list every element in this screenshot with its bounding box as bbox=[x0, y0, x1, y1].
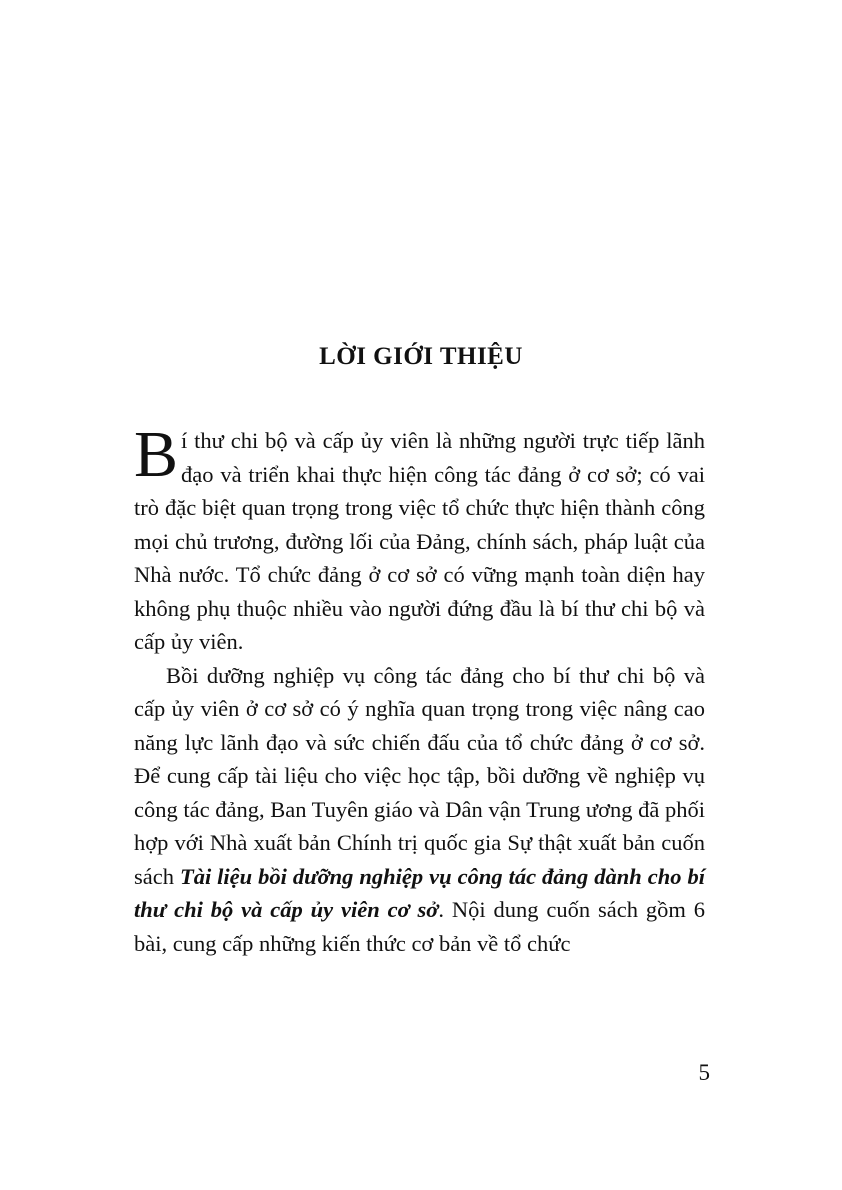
page-title: LỜI GIỚI THIỆU bbox=[319, 342, 523, 370]
body-text bbox=[134, 418, 705, 960]
drop-cap: B bbox=[134, 418, 179, 491]
second-paragraph-text-after: . Nội dung cuốn sách gồm 6 bài, cung cấp những kiến thức cơ bản về tổ chức bbox=[134, 897, 705, 956]
second-paragraph-text-before: Bồi dưỡng nghiệp vụ công tác đảng cho bí thư chi bộ và cấp ủy viên ở cơ sở có ý nghĩa quan trọng trong việc nâng cao năng lực lãnh đạo và sức chiến đấu của tổ chức đảng ở cơ sở. Để cung cấp tài liệu cho việc học tập, bồi dưỡng về nghiệp vụ công tác đảng, Ban Tuyên giáo và Dân vận Trung ương đã phối hợp với Nhà xuất bản Chính trị quốc gia Sự thật xuất bản cuốn sách bbox=[134, 662, 705, 889]
book-title: Tài liệu bồi dưỡng nghiệp vụ công tác đảng dành cho bí thư chi bộ và cấp ủy viên cơ sở bbox=[134, 863, 705, 922]
page-number: 5 bbox=[698, 1060, 710, 1085]
intro-paragraph-text: í thư chi bộ và cấp ủy viên là những người trực tiếp lãnh đạo và triển khai thực hiện công tác đảng ở cơ sở; có vai trò đặc biệt quan trọng trong việc tổ chức thực hiện thành công mọi chủ trương, đường lối của Đảng, chính sách, pháp luật của Nhà nước. Tổ chức đảng ở cơ sở có vững mạnh toàn diện hay không phụ thuộc nhiều vào người đứng đầu là bí thư chi bộ và cấp ủy viên. bbox=[134, 428, 705, 654]
intro-paragraph bbox=[134, 418, 705, 659]
second-paragraph bbox=[134, 659, 705, 961]
